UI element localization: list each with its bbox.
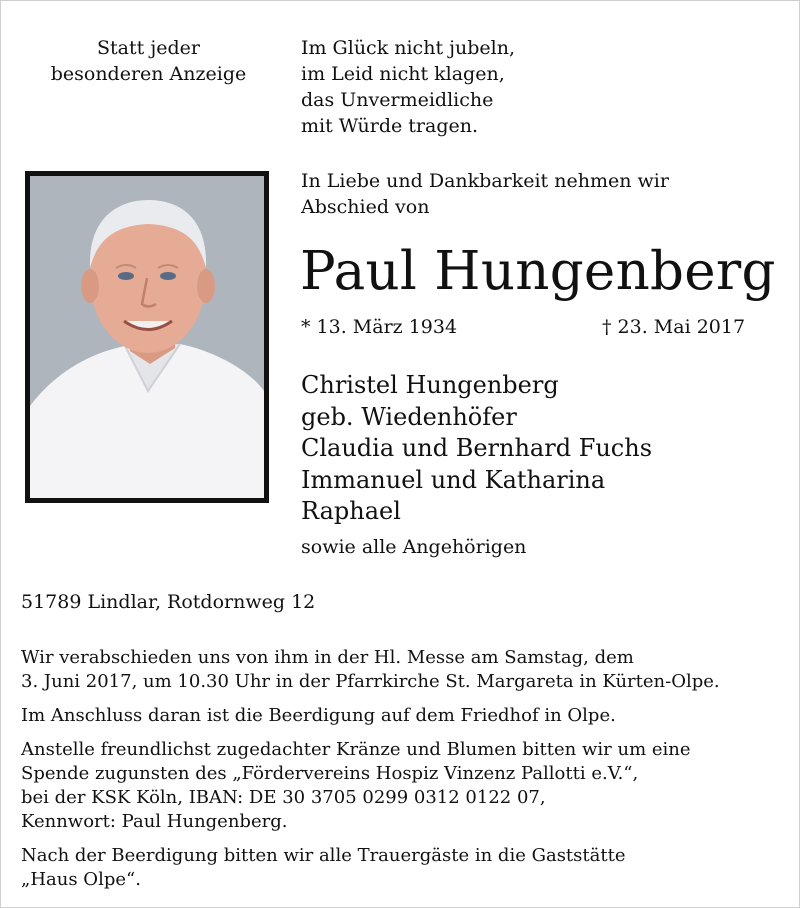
mass-paragraph [21,646,791,694]
header-note-line: Statt jeder [97,37,200,59]
paragraph-line: Nach der Beerdigung bitten wir alle Trauergäste in die Gaststätte [21,845,626,866]
header-note-line: besonderen Anzeige [50,63,247,85]
intro-text [301,168,669,220]
paragraph-line: Spende zugunsten des „Fördervereins Hospiz Vinzenz Pallotti e.V.“, [21,763,639,784]
death-date: † 23. Mai 2017 [602,316,746,338]
header-note [21,35,276,87]
family-address: 51789 Lindlar, Rotdornweg 12 [21,591,316,613]
family-member: Raphael [301,497,401,525]
paragraph-line: 3. Juni 2017, um 10.30 Uhr in der Pfarrkirche St. Margareta in Kürten-Olpe. [21,671,720,692]
motto-verse [301,35,515,139]
portrait-photo [30,176,264,498]
motto-line: mit Würde tragen. [301,115,479,137]
paragraph-line: bei der KSK Köln, IBAN: DE 30 3705 0299 0312 0122 07, [21,787,546,808]
paragraph-line: Wir verabschieden uns von ihm in der Hl. Messe am Samstag, dem [21,647,634,668]
birth-date: * 13. März 1934 [301,316,458,338]
family-member: Immanuel und Katharina [301,465,606,494]
intro-line: Abschied von [301,196,430,218]
intro-line: In Liebe und Dankbarkeit nehmen wir [301,170,669,192]
motto-line: das Unvermeidliche [301,89,494,111]
paragraph-line: „Haus Olpe“. [21,869,141,890]
family-member: Claudia und Bernhard Fuchs [301,434,653,462]
burial-paragraph [21,704,791,728]
reception-paragraph [21,844,791,892]
family-list [301,370,652,528]
paragraph-line: Anstelle freundlichst zugedachter Kränze und Blumen bitten wir um eine [21,739,691,760]
relatives-note: sowie alle Angehörigen [301,536,527,558]
family-member: Christel Hungenberg [301,371,559,399]
deceased-name: Paul Hungenberg [300,241,776,302]
paragraph-line: Kennwort: Paul Hungenberg. [21,811,288,832]
paragraph-line: Im Anschluss daran ist die Beerdigung auf dem Friedhof in Olpe. [21,705,616,726]
motto-line: Im Glück nicht jubeln, [301,37,516,59]
portrait-photo-frame [25,171,269,503]
motto-line: im Leid nicht klagen, [301,63,505,85]
family-member: geb. Wiedenhöfer [301,402,517,431]
donation-paragraph [21,738,791,834]
